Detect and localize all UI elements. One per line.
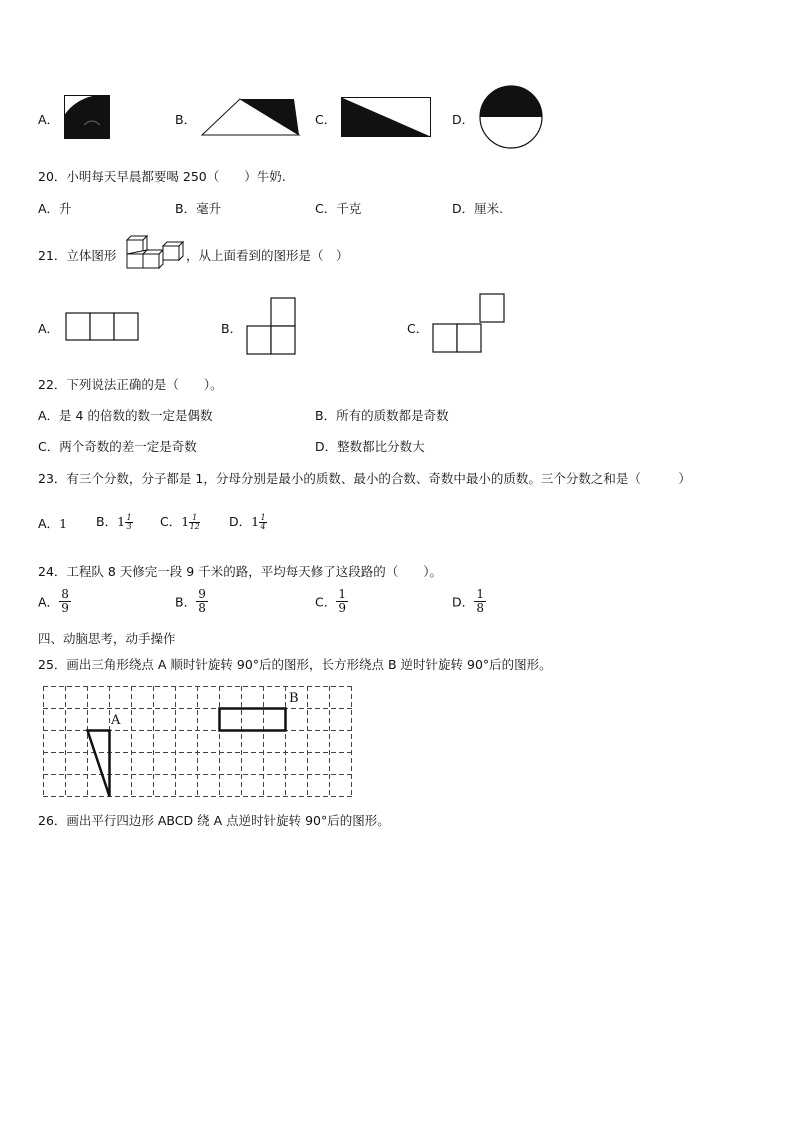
q20-option-c: C．千克 (315, 201, 362, 216)
q23-stem: 23．有三个分数，分子都是 1，分母分别是最小的质数、最小的合数、奇数中最小的质数。三个分数之和是（ ） (38, 471, 691, 486)
q23-fraction-c: $\frac{1}{12}$ (189, 513, 200, 531)
q21-stem-suffix: ，从上面看到的图形是（ ） (186, 248, 349, 263)
q24-option-b: B． $\frac{9}{8}$ (175, 588, 208, 615)
q24-stem: 24．工程队 8 天修完一段 9 千米的路，平均每天修了这段路的（ ）。 (38, 564, 442, 579)
q25-rectangle (220, 709, 286, 731)
section-4-heading: 四、动脑思考，动手操作 (38, 631, 176, 646)
q20-option-d: D．厘米. (452, 201, 504, 216)
q22-stem: 22．下列说法正确的是（ ）。 (38, 377, 223, 392)
q22-option-c: C．两个奇数的差一定是奇数 (38, 439, 197, 454)
q21-option-b-label: B． (221, 321, 243, 336)
q23-option-c: C．1 $\frac{1}{12}$ (160, 513, 200, 531)
q22-option-d: D．整数都比分数大 (315, 439, 425, 454)
q19-option-b-label: B． (175, 112, 197, 127)
q24-fraction-d: $\frac{1}{8}$ (474, 588, 486, 615)
q24-fraction-a: $\frac{8}{9}$ (59, 588, 71, 615)
q21-figure-a (65, 312, 139, 342)
q22-option-a: A．是 4 的倍数的数一定是偶数 (38, 408, 213, 423)
q25-triangle (88, 731, 110, 797)
q24-option-d: D． $\frac{1}{8}$ (452, 588, 486, 615)
q25-point-b-label: B (289, 691, 299, 706)
q26-stem: 26．画出平行四边形 ABCD 绕 A 点逆时针旋转 90°后的图形。 (38, 813, 390, 828)
q20-stem: 20．小明每天早晨都要喝 250（ ）牛奶. (38, 169, 286, 184)
q24-fraction-b: $\frac{9}{8}$ (196, 588, 208, 615)
q23-fraction-d: $\frac{1}{4}$ (260, 513, 266, 531)
q19-option-c-label: C． (315, 112, 337, 127)
q19-figure-b (202, 98, 300, 136)
q21-figure-c (432, 293, 508, 355)
q20-option-b: B．毫升 (175, 201, 222, 216)
q21-figure-b (246, 297, 298, 357)
q24-option-c: C． $\frac{1}{9}$ (315, 588, 348, 615)
q25-stem: 25．画出三角形绕点 A 顺时针旋转 90°后的图形，长方形绕点 B 逆时针旋转 90°后的图形。 (38, 657, 552, 672)
q25-point-a-label: A (111, 713, 121, 728)
q24-fraction-c: $\frac{1}{9}$ (336, 588, 348, 615)
q21-option-a-label: A． (38, 321, 60, 336)
q21-option-c-label: C． (407, 321, 429, 336)
q19-figure-c (341, 97, 431, 137)
q19-figure-a (64, 95, 110, 139)
q19-option-a-label: A． (38, 112, 60, 127)
q19-figure-d (478, 85, 544, 149)
q25-grid (43, 686, 355, 798)
q20-option-a: A．升 (38, 201, 72, 216)
q19-option-d-label: D． (452, 112, 475, 127)
q21-stem-prefix: 21．立体图形 (38, 248, 117, 263)
q23-option-b: B．1 $\frac{1}{3}$ (96, 513, 132, 531)
q23-option-a: A．1 (38, 516, 68, 531)
q21-solid-figure (123, 232, 185, 272)
q24-option-a: A． $\frac{8}{9}$ (38, 588, 71, 615)
q23-fraction-b: $\frac{1}{3}$ (126, 513, 132, 531)
q23-option-d: D．1 $\frac{1}{4}$ (229, 513, 266, 531)
q22-option-b: B．所有的质数都是奇数 (315, 408, 449, 423)
